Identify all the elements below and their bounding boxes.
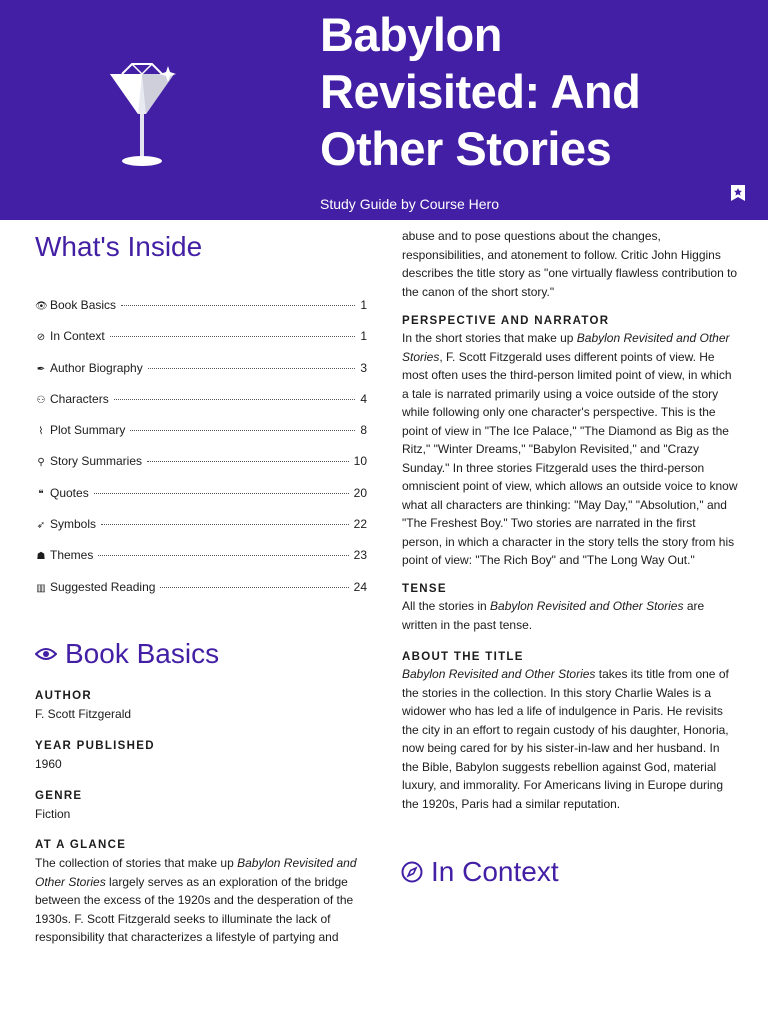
toc-item-plot-summary[interactable] (35, 423, 367, 454)
people-icon: ⚇ (36, 394, 46, 406)
about-title-text: Babylon Revisited and Other Stories takes its title from one of the stories in the collection. In this story Charlie Wales is a widower who has led a life of indulgence in Paris. He revisits the city in an effort to regain custody of his daughter, Honoria, now being cared for by his sister-in-law and her husband. In the Bible, Babylon suggests rebellion against God, material luxury, and immorality. For Americans living in Europe during the 1920s, Paris had a similar reputation. (402, 667, 729, 811)
toc-leader (98, 554, 348, 556)
eye-icon: 👁 (35, 301, 48, 312)
perspective-block (402, 315, 738, 570)
about-title-label: ABOUT THE TITLE (402, 651, 524, 663)
genre-value: Fiction (35, 807, 71, 821)
toc-page: 22 (353, 517, 367, 532)
bird-icon: ➶ (36, 520, 46, 532)
quote-icon: ❝ (38, 488, 44, 500)
toc-item-themes[interactable] (35, 548, 367, 579)
header-banner (0, 0, 768, 220)
course-hero-bookmark-icon[interactable] (728, 183, 748, 203)
toc-page: 1 (360, 298, 367, 312)
toc-page: 3 (360, 360, 367, 375)
toc-page: 4 (360, 391, 367, 406)
toc-item-story-summaries[interactable] (35, 454, 367, 485)
toc-page: 20 (353, 485, 367, 500)
toc-leader (114, 398, 356, 400)
toc-label: Symbols (50, 517, 97, 532)
toc-item-author-biography[interactable] (35, 361, 367, 392)
toc-leader (130, 429, 355, 431)
toc-page: 1 (360, 329, 367, 344)
year-value: 1960 (35, 757, 62, 771)
toc-label: Plot Summary (50, 423, 126, 438)
book-basics-title: Book Basics (65, 638, 220, 669)
masks-icon: ☗ (36, 551, 46, 563)
tense-block (402, 583, 738, 634)
title-line: Other Stories (320, 122, 612, 175)
toc-item-suggested-reading[interactable] (35, 580, 367, 611)
toc-item-quotes[interactable] (35, 486, 367, 517)
genre-block (35, 790, 367, 824)
toc-label: Book Basics (50, 298, 117, 312)
toc-leader (110, 335, 356, 337)
subtitle: Study Guide by Course Hero (320, 196, 499, 212)
about-title-block (402, 651, 738, 813)
whats-inside-heading: What's Inside (35, 231, 203, 262)
pen-icon: ✒ (36, 363, 46, 375)
chart-icon: ⌇ (38, 426, 44, 438)
perspective-text: In the short stories that make up Babylon Revisited and Other Stories, F. Scott Fitzgerald uses different points of view. He most often uses the third-person limited point of view, in which a tale is narrated primarily using a voice outside of the story while following only one character's perspective. This is the point of view in "The Ice Palace," "The Diamond as Big as the Ritz," "Winter Dreams," "Babylon Revisited," and "Crazy Sunday." In three stories Fitzgerald uses the third-person omniscient point of view, which allows an outside voice to know what all characters are thinking: "May Day," "Absolution," and "The Freshest Boy." Two stories are narrated in the first person, in which a character in the story tells the story from his point of view: "The Rich Boy" and "The Long Way Out." (402, 331, 738, 567)
year-label: YEAR PUBLISHED (35, 740, 155, 752)
at-a-glance-label: AT A GLANCE (35, 839, 127, 851)
table-of-contents (35, 298, 367, 611)
toc-label: In Context (50, 329, 105, 344)
left-column (35, 220, 367, 611)
magnifier-icon: ⚲ (37, 457, 45, 469)
eye-icon (35, 647, 57, 661)
toc-leader (101, 523, 349, 525)
toc-leader (94, 492, 349, 494)
books-icon: ▥ (36, 582, 46, 594)
toc-leader (148, 367, 356, 369)
toc-leader (160, 586, 348, 588)
toc-label: Characters (50, 391, 109, 406)
author-value: F. Scott Fitzgerald (35, 707, 132, 721)
compass-icon: ⊘ (36, 332, 46, 344)
compass-icon (401, 861, 423, 883)
perspective-label: PERSPECTIVE AND NARRATOR (402, 315, 610, 327)
toc-page: 23 (353, 548, 367, 563)
at-a-glance-block (35, 839, 367, 947)
toc-label: Story Summaries (50, 454, 143, 469)
genre-label: GENRE (35, 790, 83, 802)
martini-glass-icon (102, 62, 182, 172)
in-context-title: In Context (431, 856, 559, 887)
toc-label: Quotes (50, 485, 89, 500)
intro-paragraph: abuse and to pose questions about the changes, responsibilities, and atonement to follow. Critic John Higgins describes the title story as "one virtually flawless contribution to the canon of the short story." (402, 229, 738, 299)
author-block (35, 690, 367, 724)
toc-leader (121, 304, 355, 306)
year-block (35, 740, 367, 774)
toc-page: 24 (353, 579, 367, 594)
at-a-glance-text: The collection of stories that make up Babylon Revisited and Other Stories largely serves as an exploration of the bridge between the excess of the 1920s and the desperation of the 1930s. F. Scott Fitzgerald seeks to illuminate the lack of responsibility that characterizes a lifestyle of partying and (35, 856, 357, 944)
toc-item-book-basics[interactable] (35, 298, 367, 329)
title-line: Babylon (320, 8, 502, 61)
toc-item-symbols[interactable] (35, 517, 367, 548)
toc-page: 10 (353, 454, 367, 469)
toc-label: Author Biography (50, 360, 143, 375)
toc-item-in-context[interactable] (35, 329, 367, 360)
title-line: Revisited: And (320, 65, 641, 118)
toc-label: Suggested Reading (50, 579, 156, 594)
intro-continued (402, 227, 738, 301)
toc-item-characters[interactable] (35, 392, 367, 423)
toc-label: Themes (50, 548, 94, 563)
book-title (320, 6, 740, 177)
book-basics-heading (35, 637, 219, 671)
tense-label: TENSE (402, 583, 447, 595)
in-context-heading (401, 855, 559, 889)
tense-text: All the stories in Babylon Revisited and Other Stories are written in the past tense. (402, 599, 705, 632)
toc-leader (147, 460, 349, 462)
author-label: AUTHOR (35, 690, 92, 702)
toc-page: 8 (360, 423, 367, 438)
